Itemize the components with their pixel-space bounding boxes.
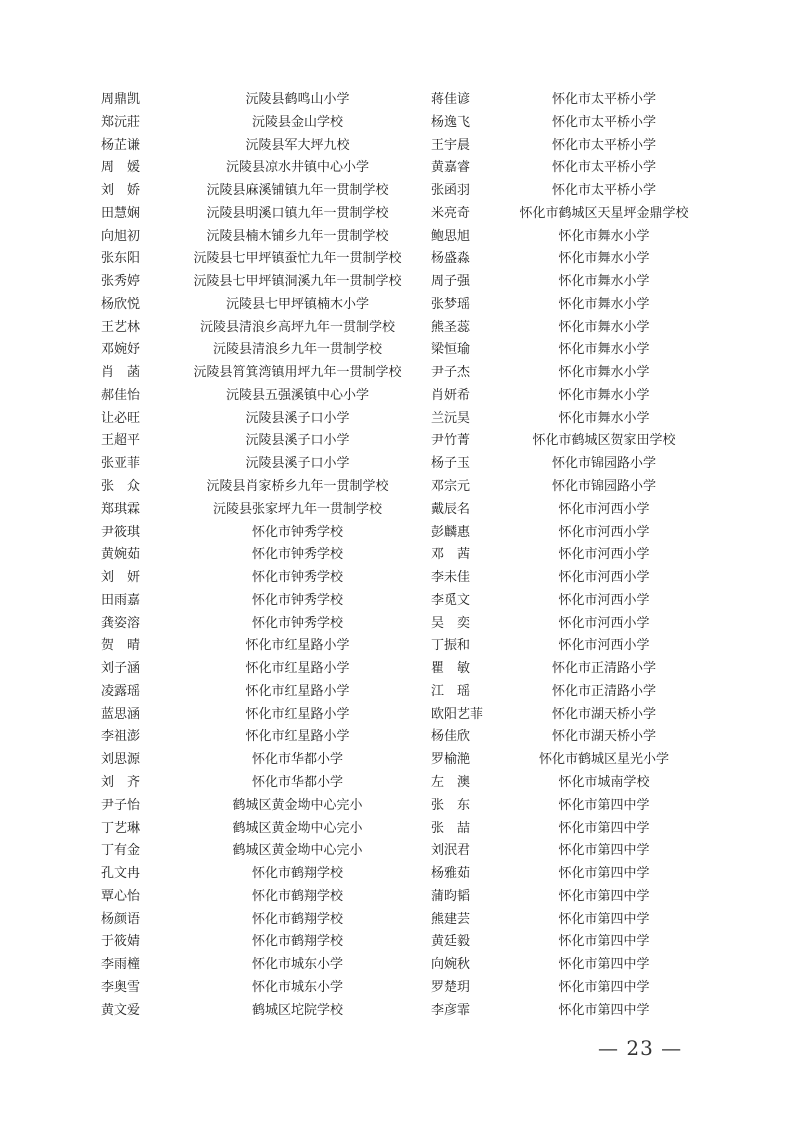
student-name-right: 兰沅昊 bbox=[431, 410, 471, 426]
student-name-right: 罗楚玥 bbox=[431, 979, 471, 995]
school-name-left: 怀化市红星路小学 bbox=[245, 729, 350, 745]
school-name-left: 怀化市华都小学 bbox=[251, 774, 343, 790]
school-name-left: 怀化市钟秀学校 bbox=[251, 547, 343, 563]
student-name-left: 刘 娇 bbox=[101, 183, 141, 199]
student-name-right: 杨逸飞 bbox=[431, 114, 471, 130]
school-name-right: 怀化市河西小学 bbox=[558, 570, 650, 586]
school-name-left: 怀化市鹤翔学校 bbox=[251, 888, 343, 904]
table-row bbox=[0, 954, 793, 977]
student-name-right: 欧阳艺菲 bbox=[431, 706, 484, 722]
school-name-right: 怀化市河西小学 bbox=[558, 638, 650, 654]
student-name-right: 肖妍希 bbox=[431, 387, 471, 403]
school-name-right: 怀化市正清路小学 bbox=[551, 683, 656, 699]
student-name-right: 王宇晨 bbox=[431, 137, 471, 153]
school-name-left: 沅陵县溪子口小学 bbox=[245, 410, 350, 426]
student-name-left: 李祖澎 bbox=[101, 729, 141, 745]
school-name-left: 沅陵县清浪乡九年一贯制学校 bbox=[212, 342, 382, 358]
school-name-left: 沅陵县肖家桥乡九年一贯制学校 bbox=[206, 479, 389, 495]
school-name-left: 怀化市红星路小学 bbox=[245, 683, 350, 699]
student-name-left: 刘 妍 bbox=[101, 570, 141, 586]
school-name-right: 怀化市正清路小学 bbox=[551, 661, 656, 677]
name-list-table bbox=[0, 89, 793, 1022]
student-name-left: 邓婉妤 bbox=[101, 342, 141, 358]
student-name-left: 李雨橦 bbox=[101, 957, 141, 973]
school-name-right: 怀化市第四中学 bbox=[558, 888, 650, 904]
school-name-right: 怀化市太平桥小学 bbox=[551, 183, 656, 199]
school-name-left: 鹤城区黄金坳中心完小 bbox=[232, 820, 363, 836]
student-name-right: 尹子杰 bbox=[431, 365, 471, 381]
table-row bbox=[0, 248, 793, 271]
student-name-left: 贺 晴 bbox=[101, 638, 141, 654]
school-name-right: 怀化市舞水小学 bbox=[558, 251, 650, 267]
school-name-right: 怀化市太平桥小学 bbox=[551, 92, 656, 107]
student-name-left: 张东阳 bbox=[101, 251, 141, 267]
table-row bbox=[0, 863, 793, 886]
student-name-left: 孔文冉 bbox=[101, 866, 141, 882]
school-name-right: 怀化市舞水小学 bbox=[558, 365, 650, 381]
student-name-right: 张 东 bbox=[431, 797, 471, 813]
table-row bbox=[0, 339, 793, 362]
table-row bbox=[0, 840, 793, 863]
student-name-left: 尹筱琪 bbox=[101, 524, 141, 540]
school-name-right: 怀化市第四中学 bbox=[558, 957, 650, 973]
table-row bbox=[0, 544, 793, 567]
table-row bbox=[0, 818, 793, 841]
school-name-right: 怀化市鹤城区贺家田学校 bbox=[532, 433, 676, 449]
table-row bbox=[0, 681, 793, 704]
student-name-right: 杨佳欣 bbox=[431, 729, 471, 745]
student-name-right: 刘泯君 bbox=[431, 843, 471, 859]
student-name-right: 熊建芸 bbox=[431, 911, 471, 927]
table-row bbox=[0, 635, 793, 658]
student-name-right: 邓 茜 bbox=[431, 547, 471, 563]
student-name-right: 吴 奕 bbox=[431, 615, 471, 631]
school-name-left: 怀化市钟秀学校 bbox=[251, 570, 343, 586]
table-row bbox=[0, 522, 793, 545]
student-name-left: 杨芷谦 bbox=[101, 137, 141, 153]
student-name-left: 王超平 bbox=[101, 433, 141, 449]
student-name-left: 周鼎凯 bbox=[101, 92, 141, 107]
student-name-right: 蒋佳谚 bbox=[431, 92, 471, 107]
table-row bbox=[0, 567, 793, 590]
student-name-left: 于筱婧 bbox=[101, 934, 141, 950]
student-name-left: 尹子怡 bbox=[101, 797, 141, 813]
school-name-right: 怀化市舞水小学 bbox=[558, 387, 650, 403]
school-name-left: 沅陵县溪子口小学 bbox=[245, 456, 350, 472]
student-name-left: 张亚菲 bbox=[101, 456, 141, 472]
student-name-left: 凌露瑶 bbox=[101, 683, 141, 699]
table-row bbox=[0, 362, 793, 385]
school-name-right: 怀化市太平桥小学 bbox=[551, 114, 656, 130]
table-row bbox=[0, 1000, 793, 1023]
student-name-right: 熊圣蕊 bbox=[431, 319, 471, 335]
school-name-left: 怀化市红星路小学 bbox=[245, 638, 350, 654]
school-name-right: 怀化市舞水小学 bbox=[558, 319, 650, 335]
table-row bbox=[0, 476, 793, 499]
student-name-right: 李未佳 bbox=[431, 570, 471, 586]
table-row bbox=[0, 886, 793, 909]
student-name-left: 让必旺 bbox=[101, 410, 141, 426]
student-name-right: 戴辰名 bbox=[431, 501, 471, 517]
table-row bbox=[0, 977, 793, 1000]
school-name-left: 沅陵县七甲坪镇洞溪九年一贯制学校 bbox=[193, 274, 402, 290]
school-name-left: 怀化市红星路小学 bbox=[245, 706, 350, 722]
school-name-left: 怀化市钟秀学校 bbox=[251, 592, 343, 608]
student-name-left: 田雨嘉 bbox=[101, 592, 141, 608]
table-row bbox=[0, 112, 793, 135]
student-name-left: 肖 菡 bbox=[101, 365, 141, 381]
student-name-left: 覃心怡 bbox=[101, 888, 141, 904]
table-row bbox=[0, 453, 793, 476]
student-name-right: 尹竹菁 bbox=[431, 433, 471, 449]
school-name-right: 怀化市鹤城区天星坪金鼎学校 bbox=[519, 205, 689, 221]
student-name-right: 梁恒瑜 bbox=[431, 342, 471, 358]
student-name-left: 龚姿溶 bbox=[101, 615, 141, 631]
school-name-left: 沅陵县七甲坪镇蚕忙九年一贯制学校 bbox=[193, 251, 402, 267]
student-name-right: 李觅文 bbox=[431, 592, 471, 608]
table-row bbox=[0, 590, 793, 613]
school-name-left: 怀化市鹤翔学校 bbox=[251, 911, 343, 927]
school-name-right: 怀化市河西小学 bbox=[558, 615, 650, 631]
student-name-left: 郑琪霖 bbox=[101, 501, 141, 517]
table-row bbox=[0, 909, 793, 932]
school-name-right: 怀化市第四中学 bbox=[558, 979, 650, 995]
student-name-right: 丁振和 bbox=[431, 638, 471, 654]
school-name-left: 怀化市钟秀学校 bbox=[251, 615, 343, 631]
table-row bbox=[0, 795, 793, 818]
school-name-right: 怀化市第四中学 bbox=[558, 820, 650, 836]
school-name-left: 沅陵县金山学校 bbox=[251, 114, 343, 130]
school-name-right: 怀化市第四中学 bbox=[558, 797, 650, 813]
school-name-left: 沅陵县军大坪九校 bbox=[245, 137, 350, 153]
school-name-right: 怀化市舞水小学 bbox=[558, 228, 650, 244]
school-name-right: 怀化市鹤城区星光小学 bbox=[538, 752, 669, 768]
student-name-left: 丁有金 bbox=[101, 843, 141, 859]
school-name-left: 怀化市鹤翔学校 bbox=[251, 866, 343, 882]
student-name-right: 向婉秋 bbox=[431, 957, 471, 973]
school-name-right: 怀化市锦园路小学 bbox=[551, 479, 656, 495]
student-name-left: 刘子涵 bbox=[101, 661, 141, 677]
school-name-left: 沅陵县五强溪镇中心小学 bbox=[225, 387, 369, 403]
table-row bbox=[0, 931, 793, 954]
school-name-right: 怀化市第四中学 bbox=[558, 911, 650, 927]
student-name-right: 彭麟惠 bbox=[431, 524, 471, 540]
school-name-right: 怀化市河西小学 bbox=[558, 524, 650, 540]
school-name-left: 沅陵县明溪口镇九年一贯制学校 bbox=[206, 205, 389, 221]
table-row bbox=[0, 726, 793, 749]
table-row bbox=[0, 203, 793, 226]
school-name-right: 怀化市第四中学 bbox=[558, 866, 650, 882]
table-row bbox=[0, 157, 793, 180]
student-name-right: 杨子玉 bbox=[431, 456, 471, 472]
student-name-left: 黄婉茹 bbox=[101, 547, 141, 563]
student-name-left: 黄文爱 bbox=[101, 1002, 141, 1018]
table-row bbox=[0, 772, 793, 795]
student-name-left: 张秀婷 bbox=[101, 274, 141, 290]
student-name-right: 杨盛淼 bbox=[431, 251, 471, 267]
table-row bbox=[0, 271, 793, 294]
table-row bbox=[0, 749, 793, 772]
school-name-right: 怀化市第四中学 bbox=[558, 1002, 650, 1018]
table-row bbox=[0, 135, 793, 158]
student-name-left: 郝佳怡 bbox=[101, 387, 141, 403]
table-row bbox=[0, 317, 793, 340]
student-name-right: 鲍思旭 bbox=[431, 228, 471, 244]
table-row bbox=[0, 89, 793, 112]
school-name-right: 怀化市舞水小学 bbox=[558, 274, 650, 290]
school-name-left: 怀化市鹤翔学校 bbox=[251, 934, 343, 950]
student-name-right: 张梦瑶 bbox=[431, 296, 471, 312]
student-name-right: 黄廷毅 bbox=[431, 934, 471, 950]
school-name-left: 沅陵县清浪乡高坪九年一贯制学校 bbox=[199, 319, 395, 335]
table-row bbox=[0, 294, 793, 317]
school-name-left: 怀化市城东小学 bbox=[251, 957, 343, 973]
table-row bbox=[0, 430, 793, 453]
student-name-left: 丁艺琳 bbox=[101, 820, 141, 836]
student-name-left: 刘思源 bbox=[101, 752, 141, 768]
student-name-left: 杨欣悦 bbox=[101, 296, 141, 312]
student-name-right: 罗榆滟 bbox=[431, 752, 471, 768]
school-name-right: 怀化市舞水小学 bbox=[558, 342, 650, 358]
school-name-left: 鹤城区黄金坳中心完小 bbox=[232, 843, 363, 859]
school-name-left: 沅陵县麻溪铺镇九年一贯制学校 bbox=[206, 183, 389, 199]
school-name-right: 怀化市舞水小学 bbox=[558, 296, 650, 312]
table-row bbox=[0, 499, 793, 522]
student-name-left: 杨颜语 bbox=[101, 911, 141, 927]
student-name-right: 杨雅茹 bbox=[431, 866, 471, 882]
student-name-left: 周 媛 bbox=[101, 160, 141, 176]
student-name-left: 刘 齐 bbox=[101, 774, 141, 790]
student-name-left: 田慧娴 bbox=[101, 205, 141, 221]
school-name-right: 怀化市河西小学 bbox=[558, 592, 650, 608]
table-row bbox=[0, 180, 793, 203]
school-name-right: 怀化市太平桥小学 bbox=[551, 137, 656, 153]
school-name-right: 怀化市第四中学 bbox=[558, 934, 650, 950]
student-name-left: 蓝思涵 bbox=[101, 706, 141, 722]
school-name-left: 沅陵县七甲坪镇楠木小学 bbox=[225, 296, 369, 312]
school-name-left: 怀化市红星路小学 bbox=[245, 661, 350, 677]
student-name-right: 米亮奇 bbox=[431, 205, 471, 221]
student-name-left: 郑沅莊 bbox=[101, 114, 141, 130]
student-name-left: 向旭初 bbox=[101, 228, 141, 244]
school-name-left: 鹤城区坨院学校 bbox=[251, 1002, 343, 1018]
school-name-left: 鹤城区黄金坳中心完小 bbox=[232, 797, 363, 813]
student-name-right: 邓宗元 bbox=[431, 479, 471, 495]
school-name-left: 沅陵县楠木铺乡九年一贯制学校 bbox=[206, 228, 389, 244]
student-name-right: 黄嘉睿 bbox=[431, 160, 471, 176]
school-name-left: 沅陵县鹤鸣山小学 bbox=[245, 92, 350, 107]
table-row bbox=[0, 385, 793, 408]
school-name-left: 怀化市城东小学 bbox=[251, 979, 343, 995]
student-name-right: 张函羽 bbox=[431, 183, 471, 199]
page-number: — 23 — bbox=[598, 1036, 683, 1060]
school-name-left: 怀化市钟秀学校 bbox=[251, 524, 343, 540]
table-row bbox=[0, 408, 793, 431]
school-name-left: 沅陵县张家坪九年一贯制学校 bbox=[212, 501, 382, 517]
school-name-right: 怀化市太平桥小学 bbox=[551, 160, 656, 176]
school-name-right: 怀化市锦园路小学 bbox=[551, 456, 656, 472]
student-name-left: 王艺林 bbox=[101, 319, 141, 335]
school-name-right: 怀化市舞水小学 bbox=[558, 410, 650, 426]
student-name-right: 李彦霏 bbox=[431, 1002, 471, 1018]
school-name-left: 沅陵县凉水井镇中心小学 bbox=[225, 160, 369, 176]
school-name-right: 怀化市河西小学 bbox=[558, 547, 650, 563]
student-name-left: 张 众 bbox=[101, 479, 141, 495]
school-name-right: 怀化市城南学校 bbox=[558, 774, 650, 790]
student-name-right: 瞿 敏 bbox=[431, 661, 471, 677]
student-name-right: 蒲昀韬 bbox=[431, 888, 471, 904]
student-name-right: 周子强 bbox=[431, 274, 471, 290]
school-name-right: 怀化市湖天桥小学 bbox=[551, 706, 656, 722]
table-row bbox=[0, 658, 793, 681]
table-row bbox=[0, 613, 793, 636]
student-name-right: 江 瑶 bbox=[431, 683, 471, 699]
student-name-left: 李奥雪 bbox=[101, 979, 141, 995]
school-name-left: 沅陵县溪子口小学 bbox=[245, 433, 350, 449]
school-name-right: 怀化市第四中学 bbox=[558, 843, 650, 859]
school-name-right: 怀化市河西小学 bbox=[558, 501, 650, 517]
school-name-left: 怀化市华都小学 bbox=[251, 752, 343, 768]
table-row bbox=[0, 226, 793, 249]
student-name-right: 张 喆 bbox=[431, 820, 471, 836]
student-name-right: 左 澳 bbox=[431, 774, 471, 790]
school-name-right: 怀化市湖天桥小学 bbox=[551, 729, 656, 745]
school-name-left: 沅陵县筲箕湾镇用坪九年一贯制学校 bbox=[193, 365, 402, 381]
table-row bbox=[0, 704, 793, 727]
